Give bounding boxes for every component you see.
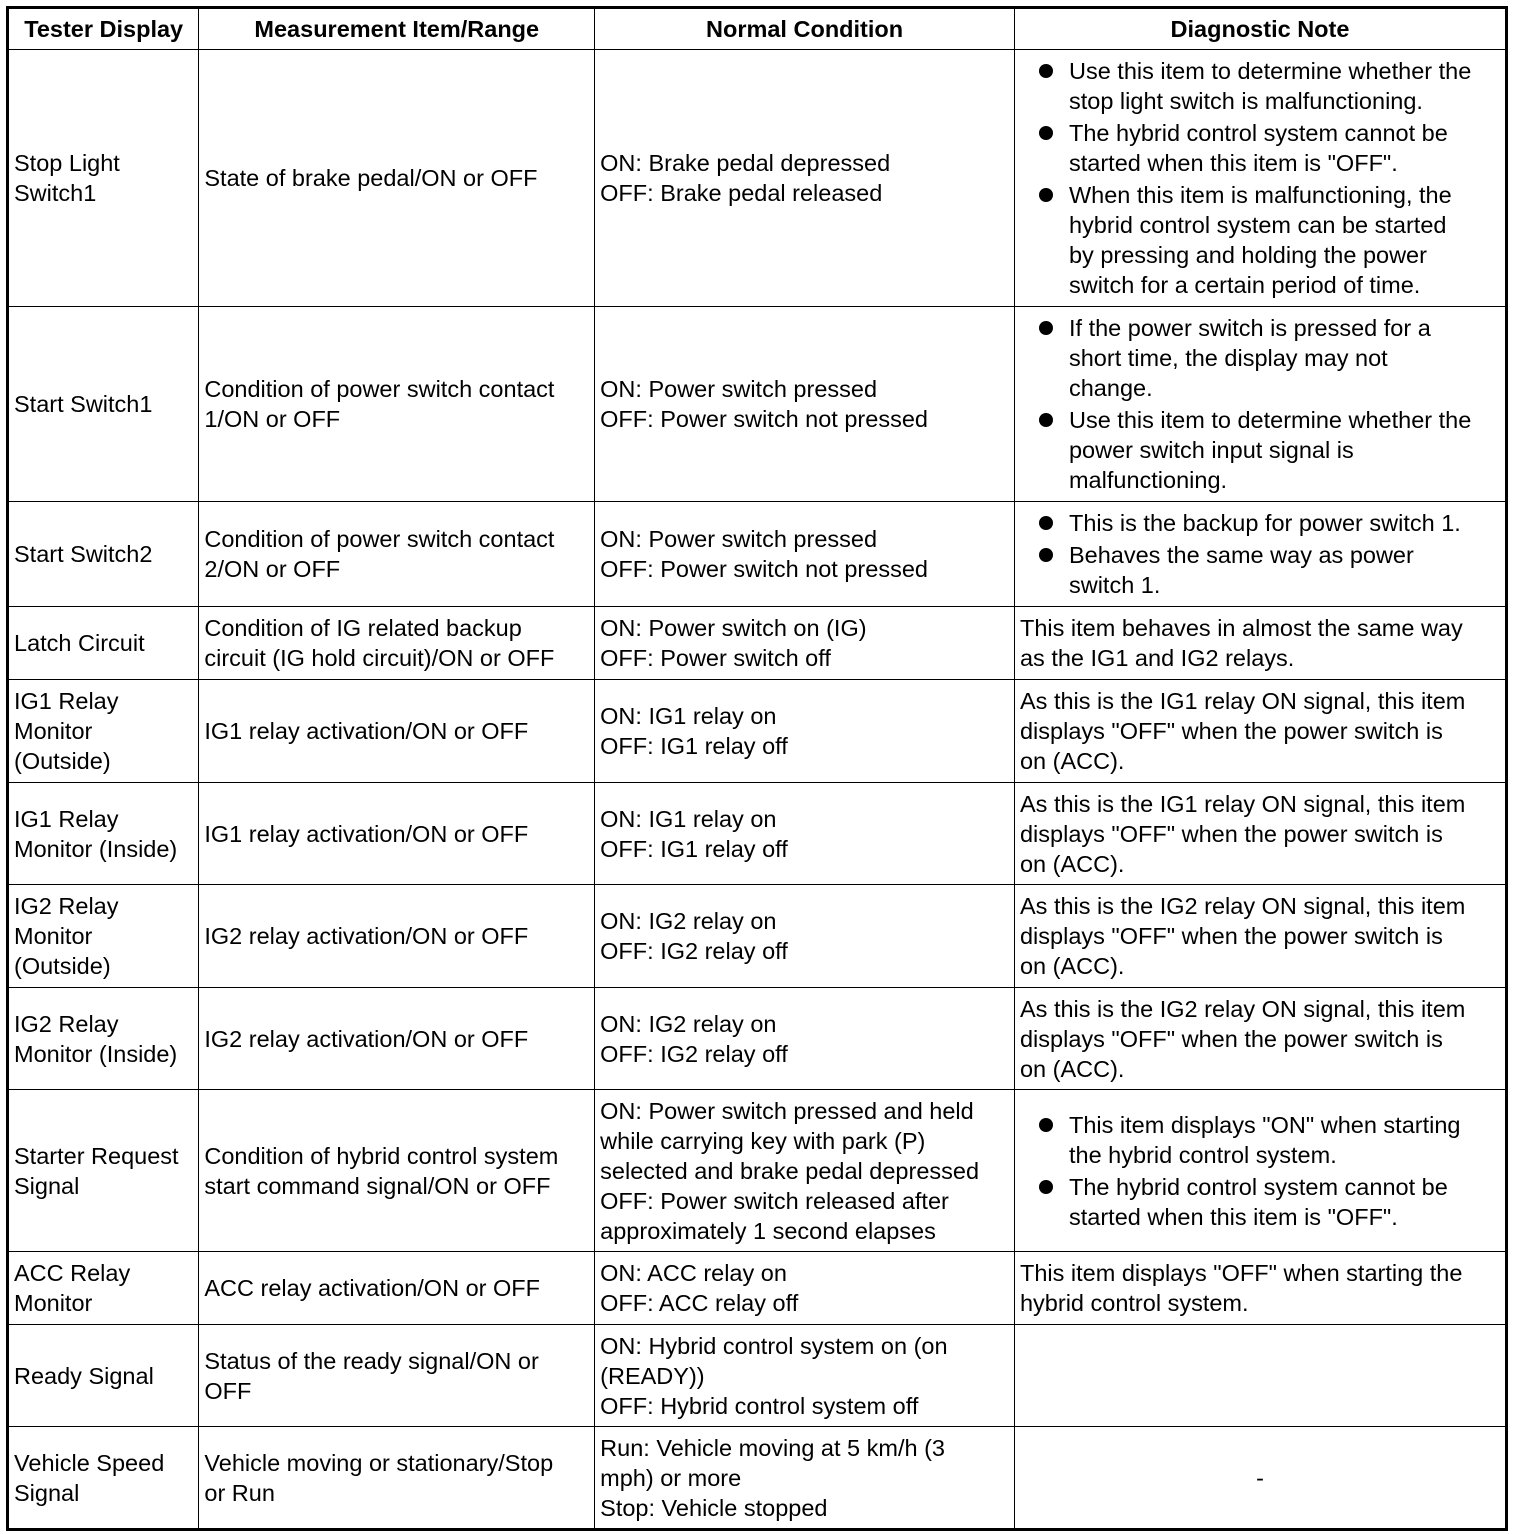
table-row [8,607,1507,680]
diagnostic-note-cell [1014,1325,1506,1427]
note-bullet-list [1020,313,1500,495]
normal-condition-cell-line: selected and brake pedal depressed [600,1157,980,1184]
measurement-cell [199,607,595,680]
note-line: Use this item to determine whether the [1068,407,1472,433]
note-line: hybrid control system. [1019,1290,1249,1316]
table-row [8,1325,1507,1427]
measurement-cell [199,502,595,607]
table-row [8,502,1507,607]
normal-condition-cell-line: (READY)) [600,1362,705,1389]
header-diagnostic-note: Diagnostic Note [1014,8,1506,50]
normal-condition-cell-line: OFF: Power switch off [600,645,831,671]
note-bullet-item [1020,1110,1500,1170]
measurement-cell-line: circuit (IG hold circuit)/ON or OFF [204,645,555,671]
header-row [8,8,1507,50]
normal-condition-cell-line: ON: Hybrid control system on (on [600,1332,948,1359]
note-line: This item displays "OFF" when starting the [1019,1260,1463,1286]
note-bullet-list [1020,1110,1500,1232]
diagnostic-note-cell [1014,307,1506,502]
note-line: As this is the IG1 relay ON signal, this item [1019,688,1466,714]
measurement-cell-line: or Run [204,1479,275,1506]
tester-display-cell-line: IG2 Relay [14,1010,119,1037]
diagnostic-data-table [6,6,1508,1531]
normal-condition-cell-line: ON: IG1 relay on [600,703,777,729]
normal-condition-cell-line: OFF: ACC relay off [600,1290,799,1316]
tester-display-cell-line: Signal [14,1479,80,1506]
normal-condition-cell [595,1090,1015,1252]
note-line: on (ACC). [1019,850,1125,877]
tester-display-cell-line: Monitor [14,1290,93,1316]
note-bullet-item [1020,56,1500,116]
normal-condition-cell-line: OFF: IG2 relay off [600,938,788,964]
note-line: switch for a certain period of time. [1068,272,1421,298]
tester-display-cell-line: Monitor [14,923,93,949]
measurement-cell-line: ACC relay activation/ON or OFF [204,1275,540,1301]
tester-display-cell [8,607,199,680]
tester-display-cell [8,680,199,783]
measurement-cell [199,1252,595,1325]
measurement-cell-line: Status of the ready signal/ON or [204,1347,539,1374]
diagnostic-note-cell [1014,1427,1506,1530]
note-bullet-item [1020,540,1500,600]
table-row [8,1090,1507,1252]
measurement-cell [199,885,595,988]
tester-display-cell-line: (Outside) [14,748,111,774]
tester-display-cell-line: Monitor (Inside) [14,835,178,862]
header-tester-display: Tester Display [8,8,199,50]
note-bullet-item [1020,508,1500,538]
measurement-cell [199,680,595,783]
note-line: If the power switch is pressed for a [1068,315,1431,341]
normal-condition-cell [595,1325,1015,1427]
tester-display-cell [8,783,199,885]
diagnostic-note-cell [1014,1252,1506,1325]
normal-condition-cell-line: ON: IG2 relay on [600,908,777,934]
normal-condition-cell-line: ON: ACC relay on [600,1260,787,1286]
normal-condition-cell-line: while carrying key with park (P) [600,1127,926,1154]
normal-condition-cell-line: ON: Power switch pressed [600,376,878,402]
note-line: stop light switch is malfunctioning. [1068,88,1423,114]
measurement-cell-line: start command signal/ON or OFF [204,1172,551,1199]
measurement-cell [199,783,595,885]
normal-condition-cell-line: ON: Power switch pressed [600,526,878,552]
table-row [8,885,1507,988]
note-line: When this item is malfunctioning, the [1068,182,1452,208]
normal-condition-cell-line: ON: Brake pedal depressed [600,150,891,176]
note-bullet-item [1020,118,1500,178]
note-line: the hybrid control system. [1068,1141,1337,1168]
measurement-cell-line: OFF [204,1377,252,1404]
tester-display-cell-line: Vehicle Speed [14,1449,165,1476]
measurement-cell-line: Condition of power switch contact [204,526,555,552]
note-line: on (ACC). [1019,953,1125,979]
normal-condition-cell-line: OFF: IG2 relay off [600,1040,788,1067]
tester-display-cell-line: IG1 Relay [14,805,119,832]
measurement-cell-line: Condition of power switch contact [204,376,555,402]
measurement-cell-line: 1/ON or OFF [204,406,341,432]
normal-condition-cell [595,307,1015,502]
note-line: short time, the display may not [1068,345,1388,371]
normal-condition-cell [595,988,1015,1090]
normal-condition-cell [595,50,1015,307]
normal-condition-cell-line: approximately 1 second elapses [600,1217,936,1244]
note-line: displays "OFF" when the power switch is [1019,820,1443,847]
table-body [8,50,1507,1530]
note-line: Use this item to determine whether the [1068,58,1472,84]
note-line: by pressing and holding the power [1068,242,1427,268]
normal-condition-cell-line: OFF: Power switch not pressed [600,556,928,582]
note-line: started when this item is "OFF". [1068,150,1398,176]
normal-condition-cell-line: OFF: Power switch released after [600,1187,949,1214]
note-line: This item displays "ON" when starting [1068,1111,1461,1138]
normal-condition-cell-line: ON: Power switch pressed and held [600,1097,974,1124]
measurement-cell-line: State of brake pedal/ON or OFF [204,165,538,191]
tester-display-cell-line: Starter Request [14,1142,179,1169]
diagnostic-note-cell [1014,607,1506,680]
tester-display-cell [8,307,199,502]
measurement-cell-line: Condition of hybrid control system [204,1142,559,1169]
tester-display-cell-line: Monitor (Inside) [14,1040,178,1067]
table-row [8,307,1507,502]
note-line: As this is the IG2 relay ON signal, this item [1019,893,1466,919]
note-bullet-item [1020,313,1500,403]
tester-display-cell-line: Ready Signal [14,1362,154,1389]
normal-condition-cell-line: ON: IG2 relay on [600,1010,777,1037]
note-line: on (ACC). [1019,748,1125,774]
table-row [8,1252,1507,1325]
normal-condition-cell-line: OFF: Brake pedal released [600,180,883,206]
diagnostic-note-cell [1014,502,1506,607]
tester-display-cell [8,50,199,307]
tester-display-cell-line: Stop Light [14,150,120,176]
measurement-cell [199,50,595,307]
measurement-cell [199,1325,595,1427]
measurement-cell-line: IG1 relay activation/ON or OFF [204,718,529,744]
tester-display-cell-line: (Outside) [14,953,111,979]
note-line: As this is the IG1 relay ON signal, this item [1019,790,1466,817]
diagnostic-note-cell [1014,1090,1506,1252]
tester-display-cell-line: Signal [14,1172,80,1199]
diagnostic-note-cell [1014,50,1506,307]
note-line: The hybrid control system cannot be [1068,1173,1448,1200]
measurement-cell-line: IG2 relay activation/ON or OFF [204,1025,529,1052]
note-line: This is the backup for power switch 1. [1068,510,1461,536]
tester-display-cell-line: Latch Circuit [14,630,145,656]
normal-condition-cell [595,680,1015,783]
measurement-cell [199,988,595,1090]
empty-value-dash: - [1256,1464,1264,1491]
note-line: displays "OFF" when the power switch is [1019,923,1443,949]
normal-condition-cell [595,1252,1015,1325]
header-normal-condition: Normal Condition [595,8,1015,50]
normal-condition-cell [595,885,1015,988]
normal-condition-cell-line: Stop: Vehicle stopped [600,1494,828,1521]
table-row [8,783,1507,885]
note-bullet-item [1020,180,1500,300]
normal-condition-cell-line: OFF: Hybrid control system off [600,1392,919,1419]
tester-display-cell [8,1090,199,1252]
measurement-cell-line: IG1 relay activation/ON or OFF [204,820,529,847]
measurement-cell [199,307,595,502]
note-line: displays "OFF" when the power switch is [1019,718,1443,744]
note-line: as the IG1 and IG2 relays. [1019,645,1295,671]
tester-display-cell [8,1427,199,1530]
note-line: change. [1068,375,1153,401]
measurement-cell-line: Condition of IG related backup [204,615,522,641]
measurement-cell-line: Vehicle moving or stationary/Stop [204,1449,554,1476]
note-bullet-list [1020,56,1500,300]
measurement-cell-line: IG2 relay activation/ON or OFF [204,923,529,949]
tester-display-cell-line: IG1 Relay [14,688,119,714]
tester-display-cell-line: Start Switch1 [14,391,153,417]
table-row [8,50,1507,307]
normal-condition-cell-line: ON: IG1 relay on [600,805,777,832]
normal-condition-cell-line: OFF: Power switch not pressed [600,406,928,432]
table-row [8,988,1507,1090]
measurement-cell [199,1090,595,1252]
diagnostic-note-cell [1014,783,1506,885]
tester-display-cell-line: IG2 Relay [14,893,119,919]
note-line: displays "OFF" when the power switch is [1019,1025,1443,1052]
note-bullet-item [1020,1172,1500,1232]
table-row [8,680,1507,783]
note-line: started when this item is "OFF". [1068,1203,1398,1230]
measurement-cell [199,1427,595,1530]
normal-condition-cell [595,502,1015,607]
normal-condition-cell-line: mph) or more [600,1464,742,1491]
diagnostic-note-cell [1014,885,1506,988]
tester-display-cell-line: Switch1 [14,180,97,206]
diagnostic-note-cell [1014,988,1506,1090]
note-line: malfunctioning. [1068,467,1228,493]
note-line: Behaves the same way as power [1068,542,1414,568]
diagnostic-note-cell [1014,680,1506,783]
normal-condition-cell [595,1427,1015,1530]
tester-display-cell [8,1252,199,1325]
note-line: power switch input signal is [1068,437,1354,463]
header-measurement-item: Measurement Item/Range [199,8,595,50]
tester-display-cell [8,988,199,1090]
tester-display-cell-line: Start Switch2 [14,541,153,567]
note-line: This item behaves in almost the same way [1019,615,1463,641]
note-bullet-list [1020,508,1500,600]
tester-display-cell [8,502,199,607]
normal-condition-cell-line: OFF: IG1 relay off [600,835,788,862]
measurement-cell-line: 2/ON or OFF [204,556,341,582]
note-line: switch 1. [1068,572,1161,598]
tester-display-cell-line: Monitor [14,718,93,744]
note-line: The hybrid control system cannot be [1068,120,1448,146]
note-line: As this is the IG2 relay ON signal, this item [1019,995,1466,1022]
normal-condition-cell-line: OFF: IG1 relay off [600,733,788,759]
tester-display-cell [8,1325,199,1427]
tester-display-cell-line: ACC Relay [14,1260,131,1286]
note-line: hybrid control system can be started [1068,212,1447,238]
normal-condition-cell [595,783,1015,885]
normal-condition-cell [595,607,1015,680]
note-line: on (ACC). [1019,1055,1125,1082]
note-bullet-item [1020,405,1500,495]
normal-condition-cell-line: ON: Power switch on (IG) [600,615,867,641]
normal-condition-cell-line: Run: Vehicle moving at 5 km/h (3 [600,1434,945,1461]
table-row [8,1427,1507,1530]
tester-display-cell [8,885,199,988]
